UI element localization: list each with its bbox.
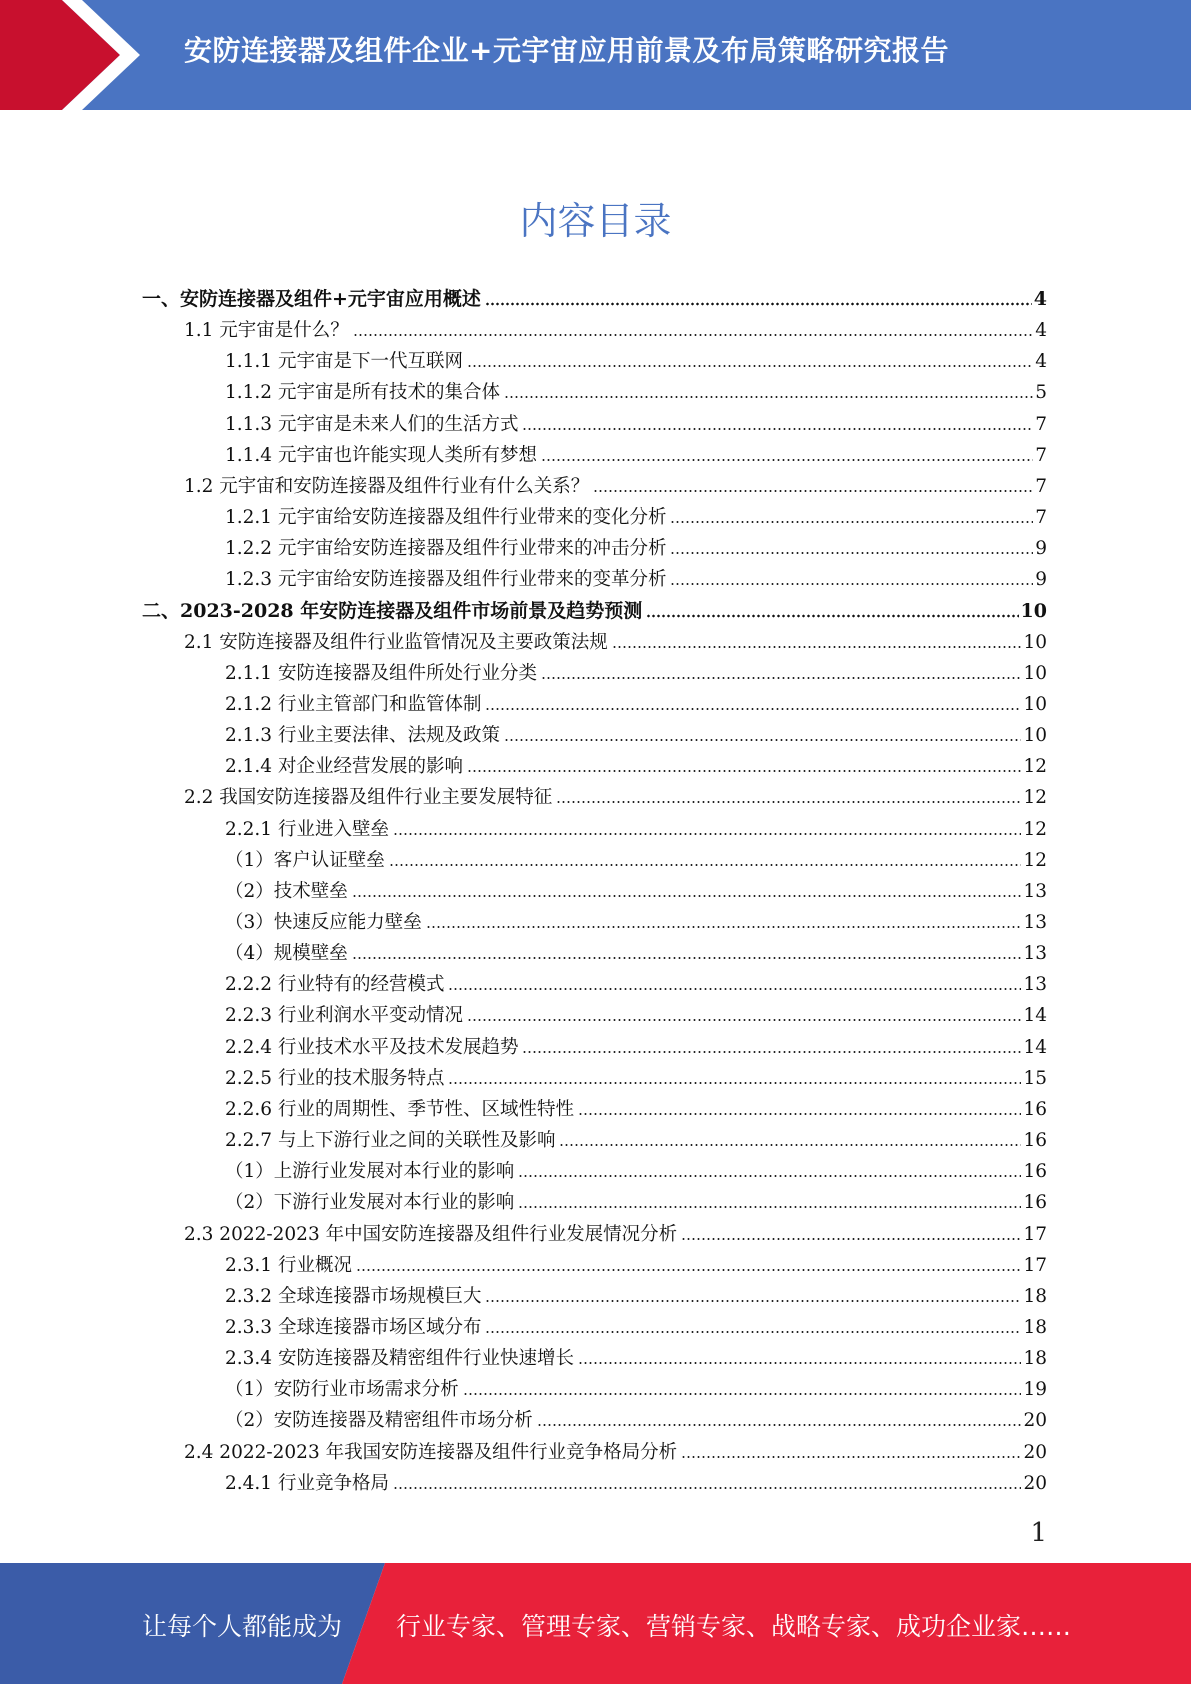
toc-entry[interactable]	[225, 1125, 1047, 1156]
toc-entry-page: 12	[1023, 849, 1047, 871]
toc-entry-page: 9	[1035, 569, 1047, 591]
footer-banner	[0, 1563, 1191, 1684]
toc-entry-page: 16	[1023, 1192, 1047, 1214]
toc-entry-label: 1.2 元宇宙和安防连接器及组件行业有什么关系？	[184, 475, 590, 497]
toc-leader-dots	[670, 581, 1033, 587]
toc-entry-page: 10	[1023, 631, 1047, 653]
toc-entry[interactable]	[184, 782, 1047, 813]
toc-entry-page: 20	[1023, 1410, 1047, 1432]
toc-entry-page: 4	[1035, 351, 1047, 373]
toc-entry[interactable]	[225, 1032, 1047, 1063]
toc-entry-label: 1.1 元宇宙是什么？	[184, 320, 349, 342]
toc-leader-dots	[467, 768, 1021, 774]
toc-entry-page: 5	[1035, 382, 1047, 404]
toc-leader-dots	[352, 893, 1022, 899]
toc-entry-page: 7	[1035, 444, 1047, 466]
toc-entry-label: 2.1.3 行业主要法律、法规及政策	[225, 725, 500, 747]
toc-entry[interactable]	[225, 1250, 1047, 1281]
toc-entry[interactable]	[225, 1312, 1047, 1343]
toc-leader-dots	[681, 1236, 1021, 1242]
toc-leader-dots	[537, 1422, 1022, 1428]
toc-leader-dots	[448, 986, 1021, 992]
toc-entry[interactable]	[225, 658, 1047, 689]
toc-entry-label: 2.1.1 安防连接器及组件所处行业分类	[225, 662, 537, 684]
header-chevron-icon	[0, 0, 150, 110]
toc-leader-dots	[393, 1485, 1021, 1491]
toc-entry-page: 13	[1023, 880, 1047, 902]
footer-slogan-right: 行业专家、管理专家、营销专家、战略专家、成功企业家……	[396, 1612, 1072, 1641]
toc-entry-label: （2）安防连接器及精密组件市场分析	[225, 1410, 533, 1432]
toc-entry-label: 二、2023-2028 年安防连接器及组件市场前景及趋势预测	[142, 599, 643, 622]
toc-entry-page: 14	[1023, 1036, 1047, 1058]
toc-leader-dots	[467, 1017, 1021, 1023]
toc-leader-dots	[485, 706, 1021, 712]
toc-entry-label: 2.2.2 行业特有的经营模式	[225, 974, 445, 996]
toc-entry-label: 2.3.2 全球连接器市场规模巨大	[225, 1285, 482, 1307]
toc-entry-page: 16	[1023, 1130, 1047, 1152]
toc-entry-label: 1.1.1 元宇宙是下一代互联网	[225, 351, 463, 373]
toc-entry[interactable]	[184, 471, 1047, 502]
toc-entry-label: （2）下游行业发展对本行业的影响	[225, 1192, 515, 1214]
toc-entry-label: 2.2 我国安防连接器及组件行业主要发展特征	[184, 787, 553, 809]
toc-entry-label: （1）安防行业市场需求分析	[225, 1379, 459, 1401]
toc-entry-page: 17	[1023, 1223, 1047, 1245]
toc-entry-page: 16	[1023, 1161, 1047, 1183]
toc-leader-dots	[353, 332, 1033, 338]
toc-entry-label: 1.1.3 元宇宙是未来人们的生活方式	[225, 413, 519, 435]
toc-entry[interactable]	[225, 720, 1047, 751]
toc-entry[interactable]	[225, 1156, 1047, 1187]
toc-leader-dots	[448, 1080, 1021, 1086]
report-header	[0, 0, 1191, 110]
toc-entry[interactable]	[225, 751, 1047, 782]
toc-entry[interactable]	[225, 907, 1047, 938]
toc-entry-label: 2.3.4 安防连接器及精密组件行业快速增长	[225, 1348, 574, 1370]
toc-entry-label: 1.1.2 元宇宙是所有技术的集合体	[225, 382, 500, 404]
toc-leader-dots	[612, 644, 1022, 650]
toc-entry[interactable]	[225, 1343, 1047, 1374]
toc-entry-page: 14	[1023, 1005, 1047, 1027]
table-of-contents	[0, 284, 1191, 1504]
toc-entry-page: 4	[1033, 288, 1047, 310]
toc-entry-page: 12	[1023, 818, 1047, 840]
toc-entry-page: 13	[1023, 974, 1047, 996]
toc-entry[interactable]	[184, 315, 1047, 346]
toc-entry-page: 4	[1035, 320, 1047, 342]
toc-leader-dots	[485, 301, 1032, 307]
toc-entry-page: 10	[1023, 693, 1047, 715]
toc-leader-dots	[356, 1267, 1022, 1273]
toc-entry-label: （2）技术壁垒	[225, 880, 348, 902]
toc-leader-dots	[670, 519, 1033, 525]
toc-leader-dots	[463, 1391, 1022, 1397]
toc-entry-page: 13	[1023, 912, 1047, 933]
toc-entry-label: 2.4.1 行业竞争格局	[225, 1472, 389, 1494]
toc-entry-label: 2.2.1 行业进入壁垒	[225, 818, 389, 840]
toc-entry-page: 15	[1023, 1067, 1047, 1089]
toc-entry[interactable]	[184, 1437, 1047, 1468]
toc-leader-dots	[467, 363, 1033, 369]
toc-leader-dots	[578, 1360, 1021, 1366]
toc-entry-page: 16	[1023, 1098, 1047, 1120]
toc-entry[interactable]	[225, 409, 1047, 440]
toc-leader-dots	[518, 1173, 1021, 1179]
toc-entry[interactable]	[225, 346, 1047, 377]
toc-entry[interactable]	[184, 627, 1047, 658]
toc-entry-page: 10	[1023, 662, 1047, 684]
toc-entry-page: 7	[1035, 413, 1047, 435]
toc-leader-dots	[393, 831, 1021, 837]
toc-leader-dots	[518, 1204, 1021, 1210]
toc-entry-label: （3）快速反应能力壁垒	[225, 912, 422, 933]
toc-entry-label: 2.3.3 全球连接器市场区域分布	[225, 1316, 482, 1338]
toc-entry-page: 7	[1035, 507, 1047, 529]
toc-entry-label: 1.2.3 元宇宙给安防连接器及组件行业带来的变革分析	[225, 569, 667, 591]
toc-leader-dots	[578, 1111, 1021, 1117]
toc-leader-dots	[681, 1454, 1021, 1460]
toc-entry-label: 2.3 2022-2023 年中国安防连接器及组件行业发展情况分析	[184, 1223, 678, 1245]
toc-entry[interactable]	[142, 596, 1047, 627]
toc-entry-page: 12	[1023, 756, 1047, 778]
toc-entry[interactable]	[225, 689, 1047, 720]
toc-leader-dots	[352, 955, 1022, 961]
toc-entry-label: 2.2.4 行业技术水平及技术发展趋势	[225, 1036, 519, 1058]
toc-entry-label: 1.2.1 元宇宙给安防连接器及组件行业带来的变化分析	[225, 507, 667, 529]
toc-entry[interactable]	[225, 440, 1047, 471]
toc-leader-dots	[670, 550, 1033, 556]
toc-entry[interactable]	[225, 1094, 1047, 1125]
toc-entry[interactable]	[225, 1468, 1047, 1499]
toc-leader-dots	[522, 426, 1033, 432]
toc-entry-label: 一、安防连接器及组件+元宇宙应用概述	[142, 288, 481, 310]
toc-entry[interactable]	[225, 938, 1047, 969]
toc-leader-dots	[522, 1049, 1021, 1055]
toc-heading: 内容目录	[519, 199, 672, 243]
toc-entry-page: 9	[1035, 538, 1047, 560]
toc-entry-label: （1）客户认证壁垒	[225, 849, 385, 871]
toc-entry[interactable]	[225, 969, 1047, 1000]
toc-entry-page: 18	[1023, 1285, 1047, 1307]
toc-entry-label: 2.2.3 行业利润水平变动情况	[225, 1005, 463, 1027]
toc-entry-page: 12	[1023, 787, 1047, 809]
toc-entry[interactable]	[225, 814, 1047, 845]
toc-entry-page: 19	[1023, 1379, 1047, 1401]
toc-entry[interactable]	[184, 1219, 1047, 1250]
toc-entry-label: （4）规模壁垒	[225, 943, 348, 965]
toc-entry-label: 1.1.4 元宇宙也许能实现人类所有梦想	[225, 444, 537, 466]
toc-entry[interactable]	[225, 1374, 1047, 1405]
toc-entry[interactable]	[225, 1000, 1047, 1031]
toc-entry-page: 10	[1023, 725, 1047, 747]
toc-entry[interactable]	[225, 845, 1047, 876]
toc-entry-page: 7	[1035, 475, 1047, 497]
toc-entry[interactable]	[225, 1063, 1047, 1094]
toc-entry-page: 20	[1023, 1441, 1047, 1463]
toc-leader-dots	[504, 737, 1021, 743]
toc-entry-page: 17	[1023, 1254, 1047, 1276]
toc-entry-label: 2.2.5 行业的技术服务特点	[225, 1067, 445, 1089]
toc-entry[interactable]	[142, 284, 1047, 315]
toc-leader-dots	[485, 1298, 1021, 1304]
toc-entry-label: 2.1.2 行业主管部门和监管体制	[225, 693, 482, 715]
toc-entry[interactable]	[225, 502, 1047, 533]
report-title: 安防连接器及组件企业+元宇宙应用前景及布局策略研究报告	[184, 34, 949, 67]
toc-entry-page: 18	[1023, 1348, 1047, 1370]
toc-entry-page: 20	[1023, 1472, 1047, 1494]
toc-entry-label: （1）上游行业发展对本行业的影响	[225, 1161, 515, 1183]
toc-entry-label: 2.2.6 行业的周期性、季节性、区域性特性	[225, 1098, 574, 1120]
toc-entry-label: 1.2.2 元宇宙给安防连接器及组件行业带来的冲击分析	[225, 538, 667, 560]
toc-leader-dots	[541, 675, 1021, 681]
toc-entry[interactable]	[225, 1187, 1047, 1218]
toc-leader-dots	[541, 457, 1033, 463]
toc-entry-label: 2.4 2022-2023 年我国安防连接器及组件行业竞争格局分析	[184, 1441, 678, 1463]
footer-slogan-left: 让每个人都能成为	[142, 1612, 343, 1641]
toc-entry[interactable]	[225, 1281, 1047, 1312]
toc-leader-dots	[426, 924, 1022, 930]
toc-leader-dots	[593, 488, 1033, 494]
toc-entry-page: 18	[1023, 1316, 1047, 1338]
toc-entry[interactable]	[225, 1405, 1047, 1436]
toc-entry-label: 2.1.4 对企业经营发展的影响	[225, 756, 463, 778]
toc-entry[interactable]	[225, 876, 1047, 907]
toc-leader-dots	[646, 613, 1018, 619]
toc-entry[interactable]	[225, 564, 1047, 595]
toc-entry[interactable]	[225, 377, 1047, 408]
toc-entry-label: 2.2.7 与上下游行业之间的关联性及影响	[225, 1130, 556, 1152]
toc-leader-dots	[485, 1329, 1021, 1335]
toc-entry[interactable]	[225, 533, 1047, 564]
toc-entry-page: 10	[1020, 599, 1047, 622]
toc-leader-dots	[504, 394, 1033, 400]
toc-entry-label: 2.3.1 行业概况	[225, 1254, 352, 1276]
toc-entry-label: 2.1 安防连接器及组件行业监管情况及主要政策法规	[184, 631, 608, 653]
toc-entry-page: 13	[1023, 943, 1047, 965]
page-number: 1	[1030, 1518, 1047, 1548]
toc-leader-dots	[389, 862, 1022, 868]
toc-leader-dots	[556, 799, 1021, 805]
toc-leader-dots	[559, 1142, 1021, 1148]
